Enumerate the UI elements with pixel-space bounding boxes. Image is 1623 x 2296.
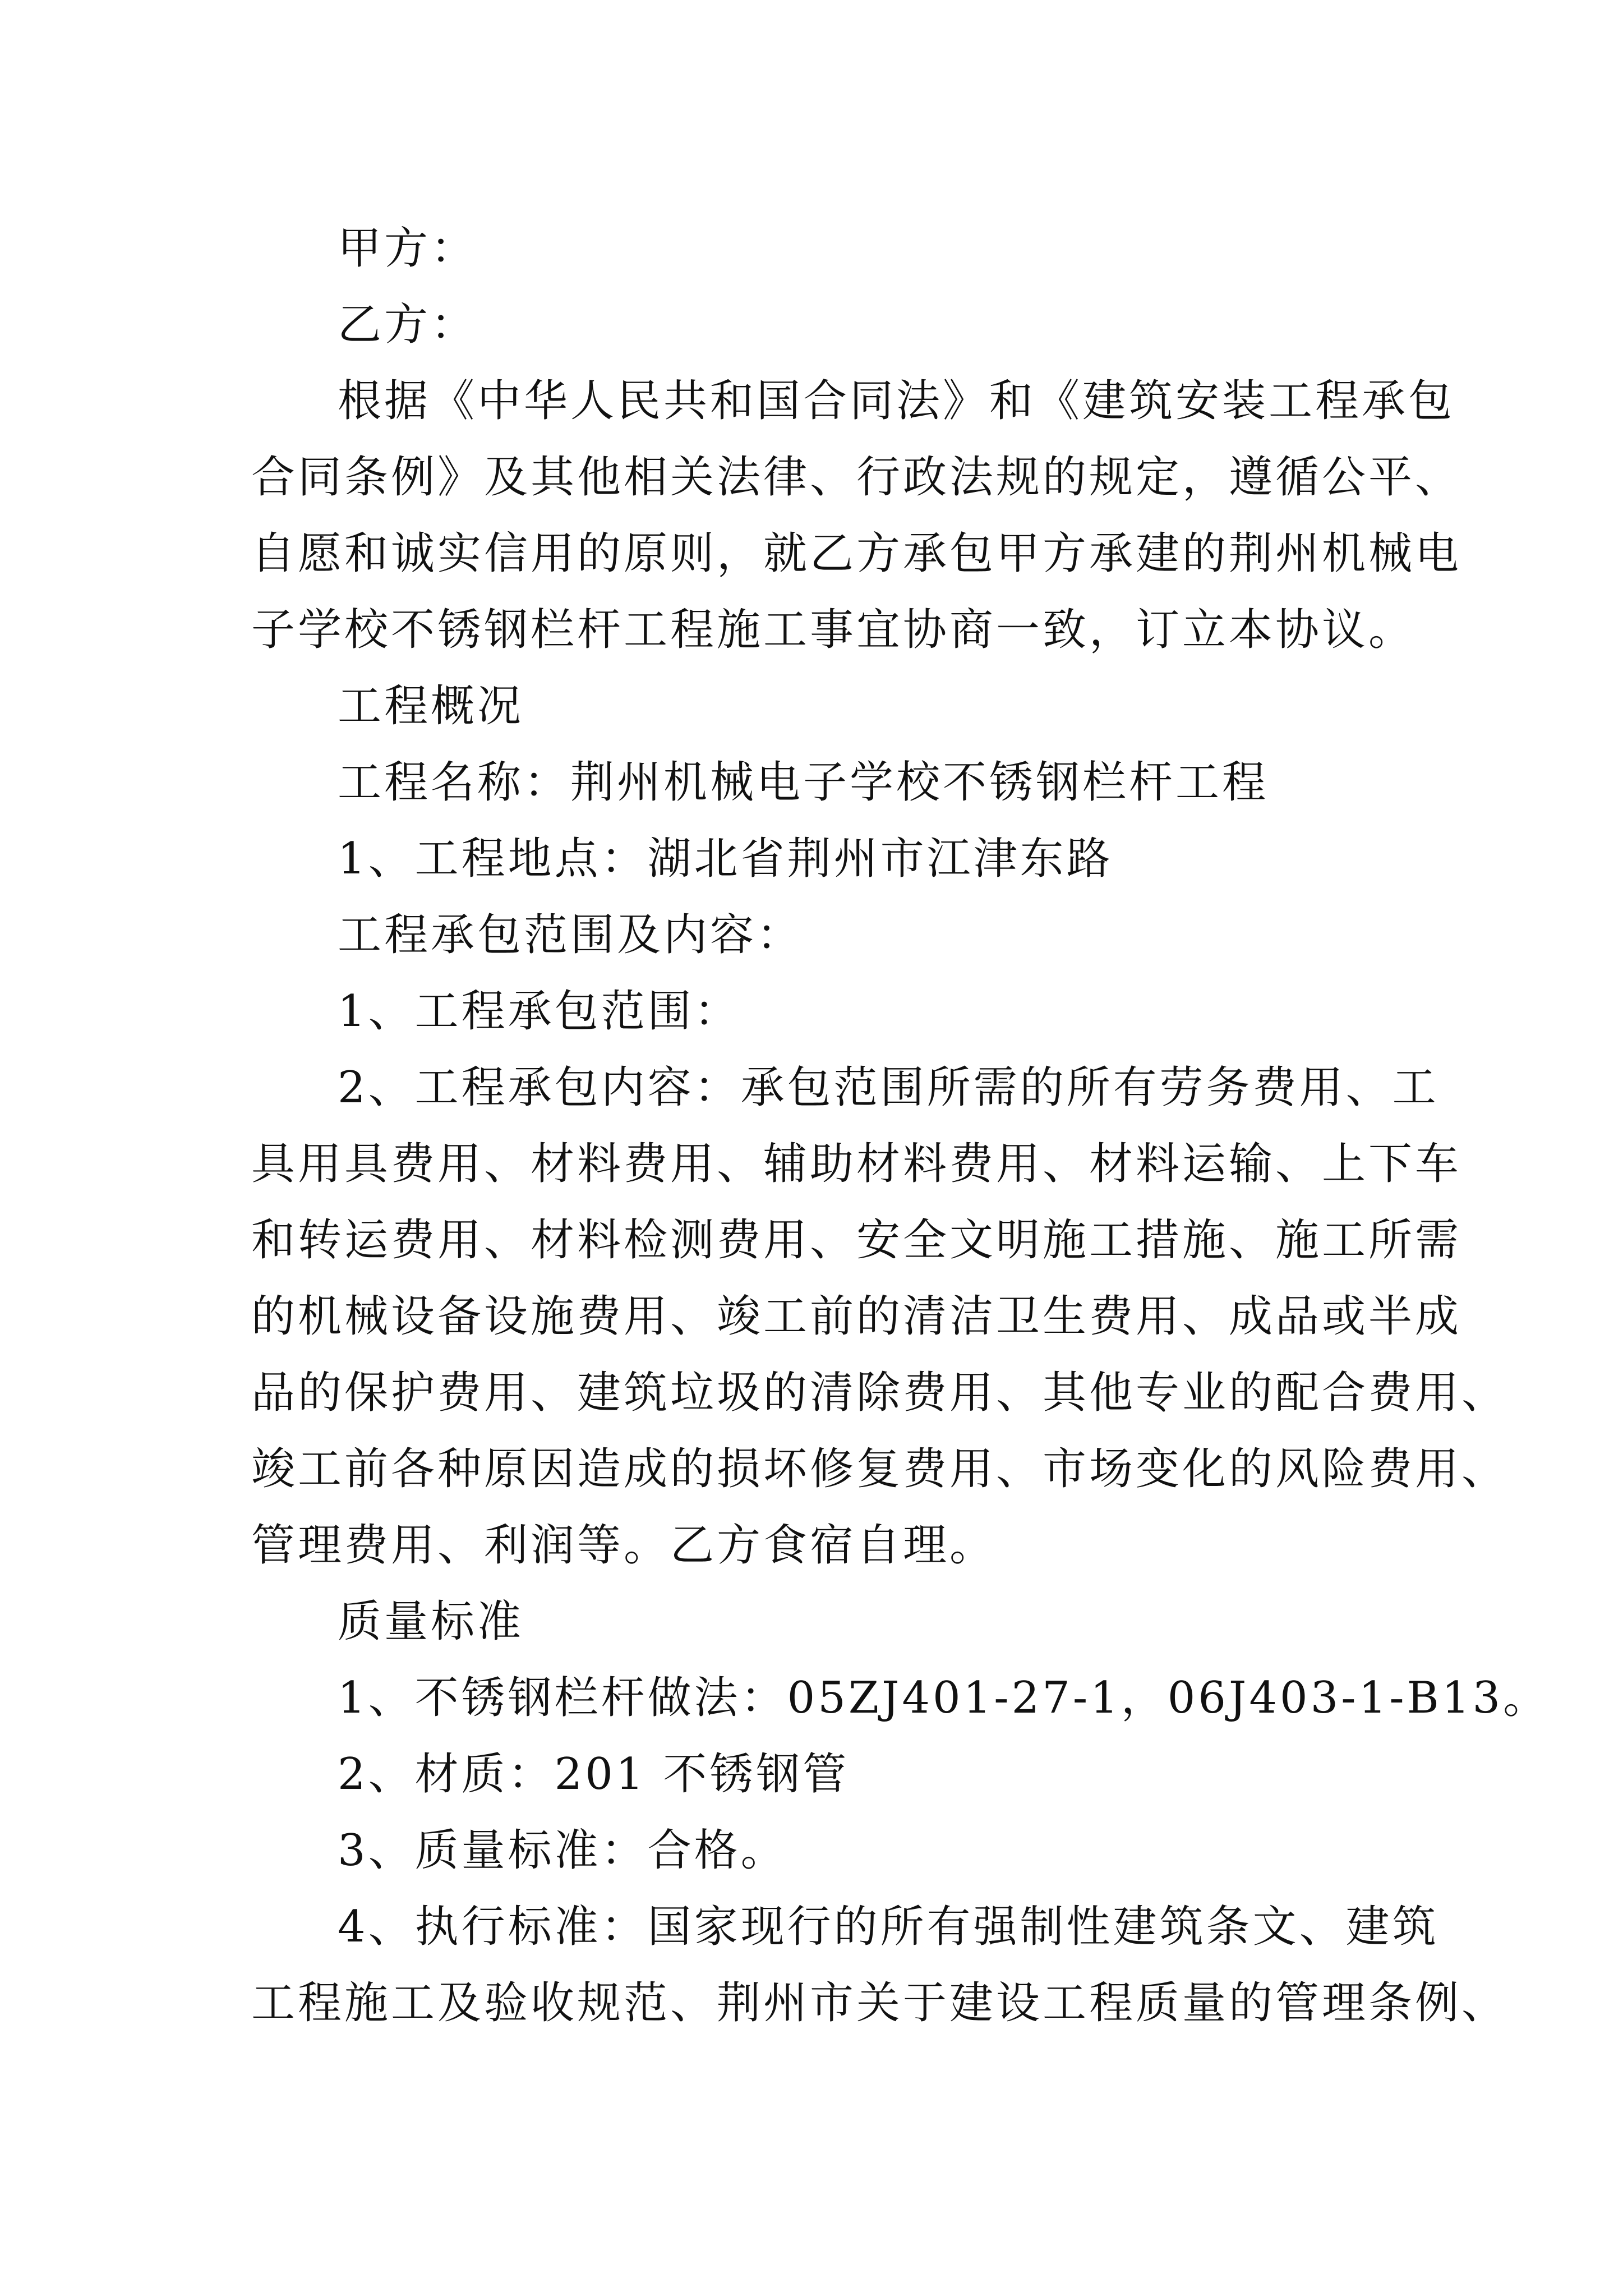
project-location-line: 1、工程地点：湖北省荆州市江津东路 [338, 834, 1113, 884]
quality-item-4-line-1: 4、执行标准：国家现行的所有强制性建筑条文、建筑 [338, 1902, 1439, 1952]
section-heading-overview: 工程概况 [338, 681, 524, 731]
scope-item-2-line-6: 竣工前各种原因造成的损坏修复费用、市场变化的风险费用、 [251, 1444, 1509, 1494]
section-heading-quality: 质量标准 [338, 1596, 524, 1647]
preamble-line-2: 合同条例》及其他相关法律、行政法规的规定，遵循公平、 [251, 452, 1462, 503]
scope-item-2-line-5: 品的保护费用、建筑垃圾的清除费用、其他专业的配合费用、 [251, 1368, 1509, 1418]
scope-item-1: 1、工程承包范围： [338, 986, 741, 1037]
preamble-line-1: 根据《中华人民共和国合同法》和《建筑安装工程承包 [338, 376, 1455, 426]
quality-item-2: 2、材质：201 不锈钢管 [338, 1749, 850, 1800]
quality-item-3: 3、质量标准：合格。 [338, 1825, 787, 1876]
scope-item-2-line-4: 的机械设备设施费用、竣工前的清洁卫生费用、成品或半成 [251, 1291, 1462, 1342]
preamble-line-3: 自愿和诚实信用的原则，就乙方承包甲方承建的荆州机械电 [251, 528, 1462, 579]
section-heading-scope: 工程承包范围及内容： [338, 910, 804, 960]
preamble-line-4: 子学校不锈钢栏杆工程施工事宜协商一致，订立本协议。 [251, 605, 1415, 655]
scope-item-2-line-3: 和转运费用、材料检测费用、安全文明施工措施、施工所需 [251, 1215, 1462, 1266]
party-b-label: 乙方： [338, 300, 478, 350]
project-name-line: 工程名称：荆州机械电子学校不锈钢栏杆工程 [338, 757, 1269, 808]
scope-item-2-line-1: 2、工程承包内容：承包范围所需的所有劳务费用、工 [338, 1062, 1439, 1113]
quality-item-4-line-2: 工程施工及验收规范、荆州市关于建设工程质量的管理条例、 [251, 1978, 1509, 2028]
quality-item-1: 1、不锈钢栏杆做法：05ZJ401-27-1，06J403-1-B13。 [338, 1673, 1550, 1723]
scope-item-2-line-2: 具用具费用、材料费用、辅助材料费用、材料运输、上下车 [251, 1139, 1462, 1189]
party-a-label: 甲方： [338, 223, 478, 274]
scope-item-2-line-7: 管理费用、利润等。乙方食宿自理。 [251, 1520, 997, 1571]
